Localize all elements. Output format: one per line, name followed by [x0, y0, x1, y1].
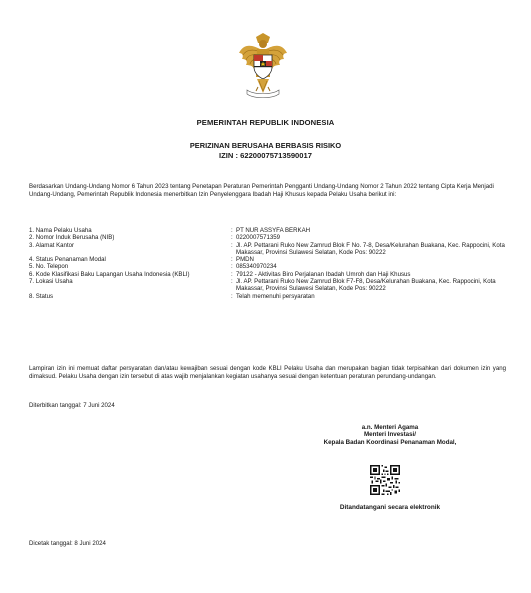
field-colon: : — [231, 270, 233, 278]
closing-paragraph: Lampiran izin ini memuat daftar persyaratan dan/atau kewajiban sesuai dengan kode KBLI Pelaku Usaha dan merupakan bagian tidak terpisahkan dari dokumen izin yang dimaksud. Pelaku Usaha dengan izin tersebut di atas wajib menjalankan kegiatan usahanya sesuai dengan ketentuan peraturan perundang-undangan. — [29, 365, 506, 380]
field-label: 2. Nomor Induk Berusaha (NIB) — [29, 234, 115, 242]
issued-date: Diterbitkan tanggal: 7 Juni 2024 — [29, 402, 115, 409]
field-label: 6. Kode Klasifikasi Baku Lapangan Usaha Indonesia (KBLI) — [29, 270, 190, 278]
signature-line-2: Menteri Investasi/ — [364, 431, 416, 439]
license-number: IZIN : 62200075713590017 — [219, 151, 312, 160]
business-fields — [29, 227, 509, 300]
printed-date: Dicetak tanggal: 8 Juni 2024 — [29, 540, 106, 547]
field-value: PMDN — [236, 256, 254, 264]
field-row-business-name — [29, 227, 509, 234]
signature-block — [290, 424, 490, 446]
field-colon: : — [231, 234, 233, 242]
document-subtitle: PERIZINAN BERUSAHA BERBASIS RISIKO — [189, 141, 342, 150]
field-colon: : — [231, 278, 233, 286]
field-value: PT NUR ASSYFA BERKAH — [236, 227, 311, 234]
garuda-emblem-icon — [238, 33, 288, 103]
field-colon: : — [231, 263, 233, 271]
field-label: 7. Lokasi Usaha — [29, 278, 73, 286]
signature-line-1: a.n. Menteri Agama — [361, 424, 419, 431]
field-row-office-address — [29, 242, 509, 257]
field-colon: : — [231, 241, 233, 249]
field-row-business-location — [29, 278, 509, 293]
field-label: 1. Nama Pelaku Usaha — [29, 227, 92, 234]
field-value: 085340970234 — [236, 263, 277, 271]
field-label: 4. Status Penanaman Modal — [29, 256, 106, 264]
field-colon: : — [231, 227, 233, 234]
government-title: PEMERINTAH REPUBLIK INDONESIA — [196, 118, 335, 127]
field-value: 79122 - Aktivitas Biro Perjalanan Ibadah Umroh dan Haji Khusus — [236, 270, 411, 278]
field-label: 8. Status — [29, 292, 54, 300]
field-row-phone — [29, 263, 509, 270]
field-row-nib — [29, 234, 509, 241]
field-row-investment-status — [29, 256, 509, 263]
field-row-kbli — [29, 271, 509, 278]
qr-code-icon — [370, 465, 400, 495]
field-value: Telah memenuhi persyaratan — [236, 292, 315, 300]
field-label: 5. No. Telepon — [29, 263, 69, 271]
field-value: 0220007571359 — [236, 234, 281, 242]
field-label: 3. Alamat Kantor — [29, 241, 75, 249]
field-colon: : — [231, 292, 233, 300]
field-value: Jl. AP. Pettarani Ruko New Zamrud Blok F No. 7-8, Desa/Kelurahan Buakana, Kec. Rappocini, Kota Makassar, Provinsi Sulawesi Selatan, Kode Pos: 90222 — [236, 241, 505, 256]
electronic-signature-note: Ditandatangani secara elektronik — [339, 504, 441, 511]
intro-paragraph: Berdasarkan Undang-Undang Nomor 6 Tahun 2023 tentang Penetapan Peraturan Pemerintah Pengganti Undang-Undang Nomor 2 Tahun 2022 tentang Cipta Kerja Menjadi Undang-Undang, Pemerintah Republik Indonesia menerbitkan Izin Penyelenggara Ibadah Haji Khusus kepada Pelaku Usaha berikut ini: — [29, 183, 494, 198]
field-colon: : — [231, 256, 233, 264]
field-value: Jl. AP. Pettarani Ruko New Zamrud Blok F7-F8, Desa/Kelurahan Buakana, Kec. Rappocini, Kota Makassar, Provinsi Sulawesi Selatan, Kode Pos: 90222 — [236, 278, 496, 293]
field-row-status — [29, 293, 509, 300]
signature-line-3: Kepala Badan Koordinasi Penanaman Modal, — [323, 438, 457, 446]
